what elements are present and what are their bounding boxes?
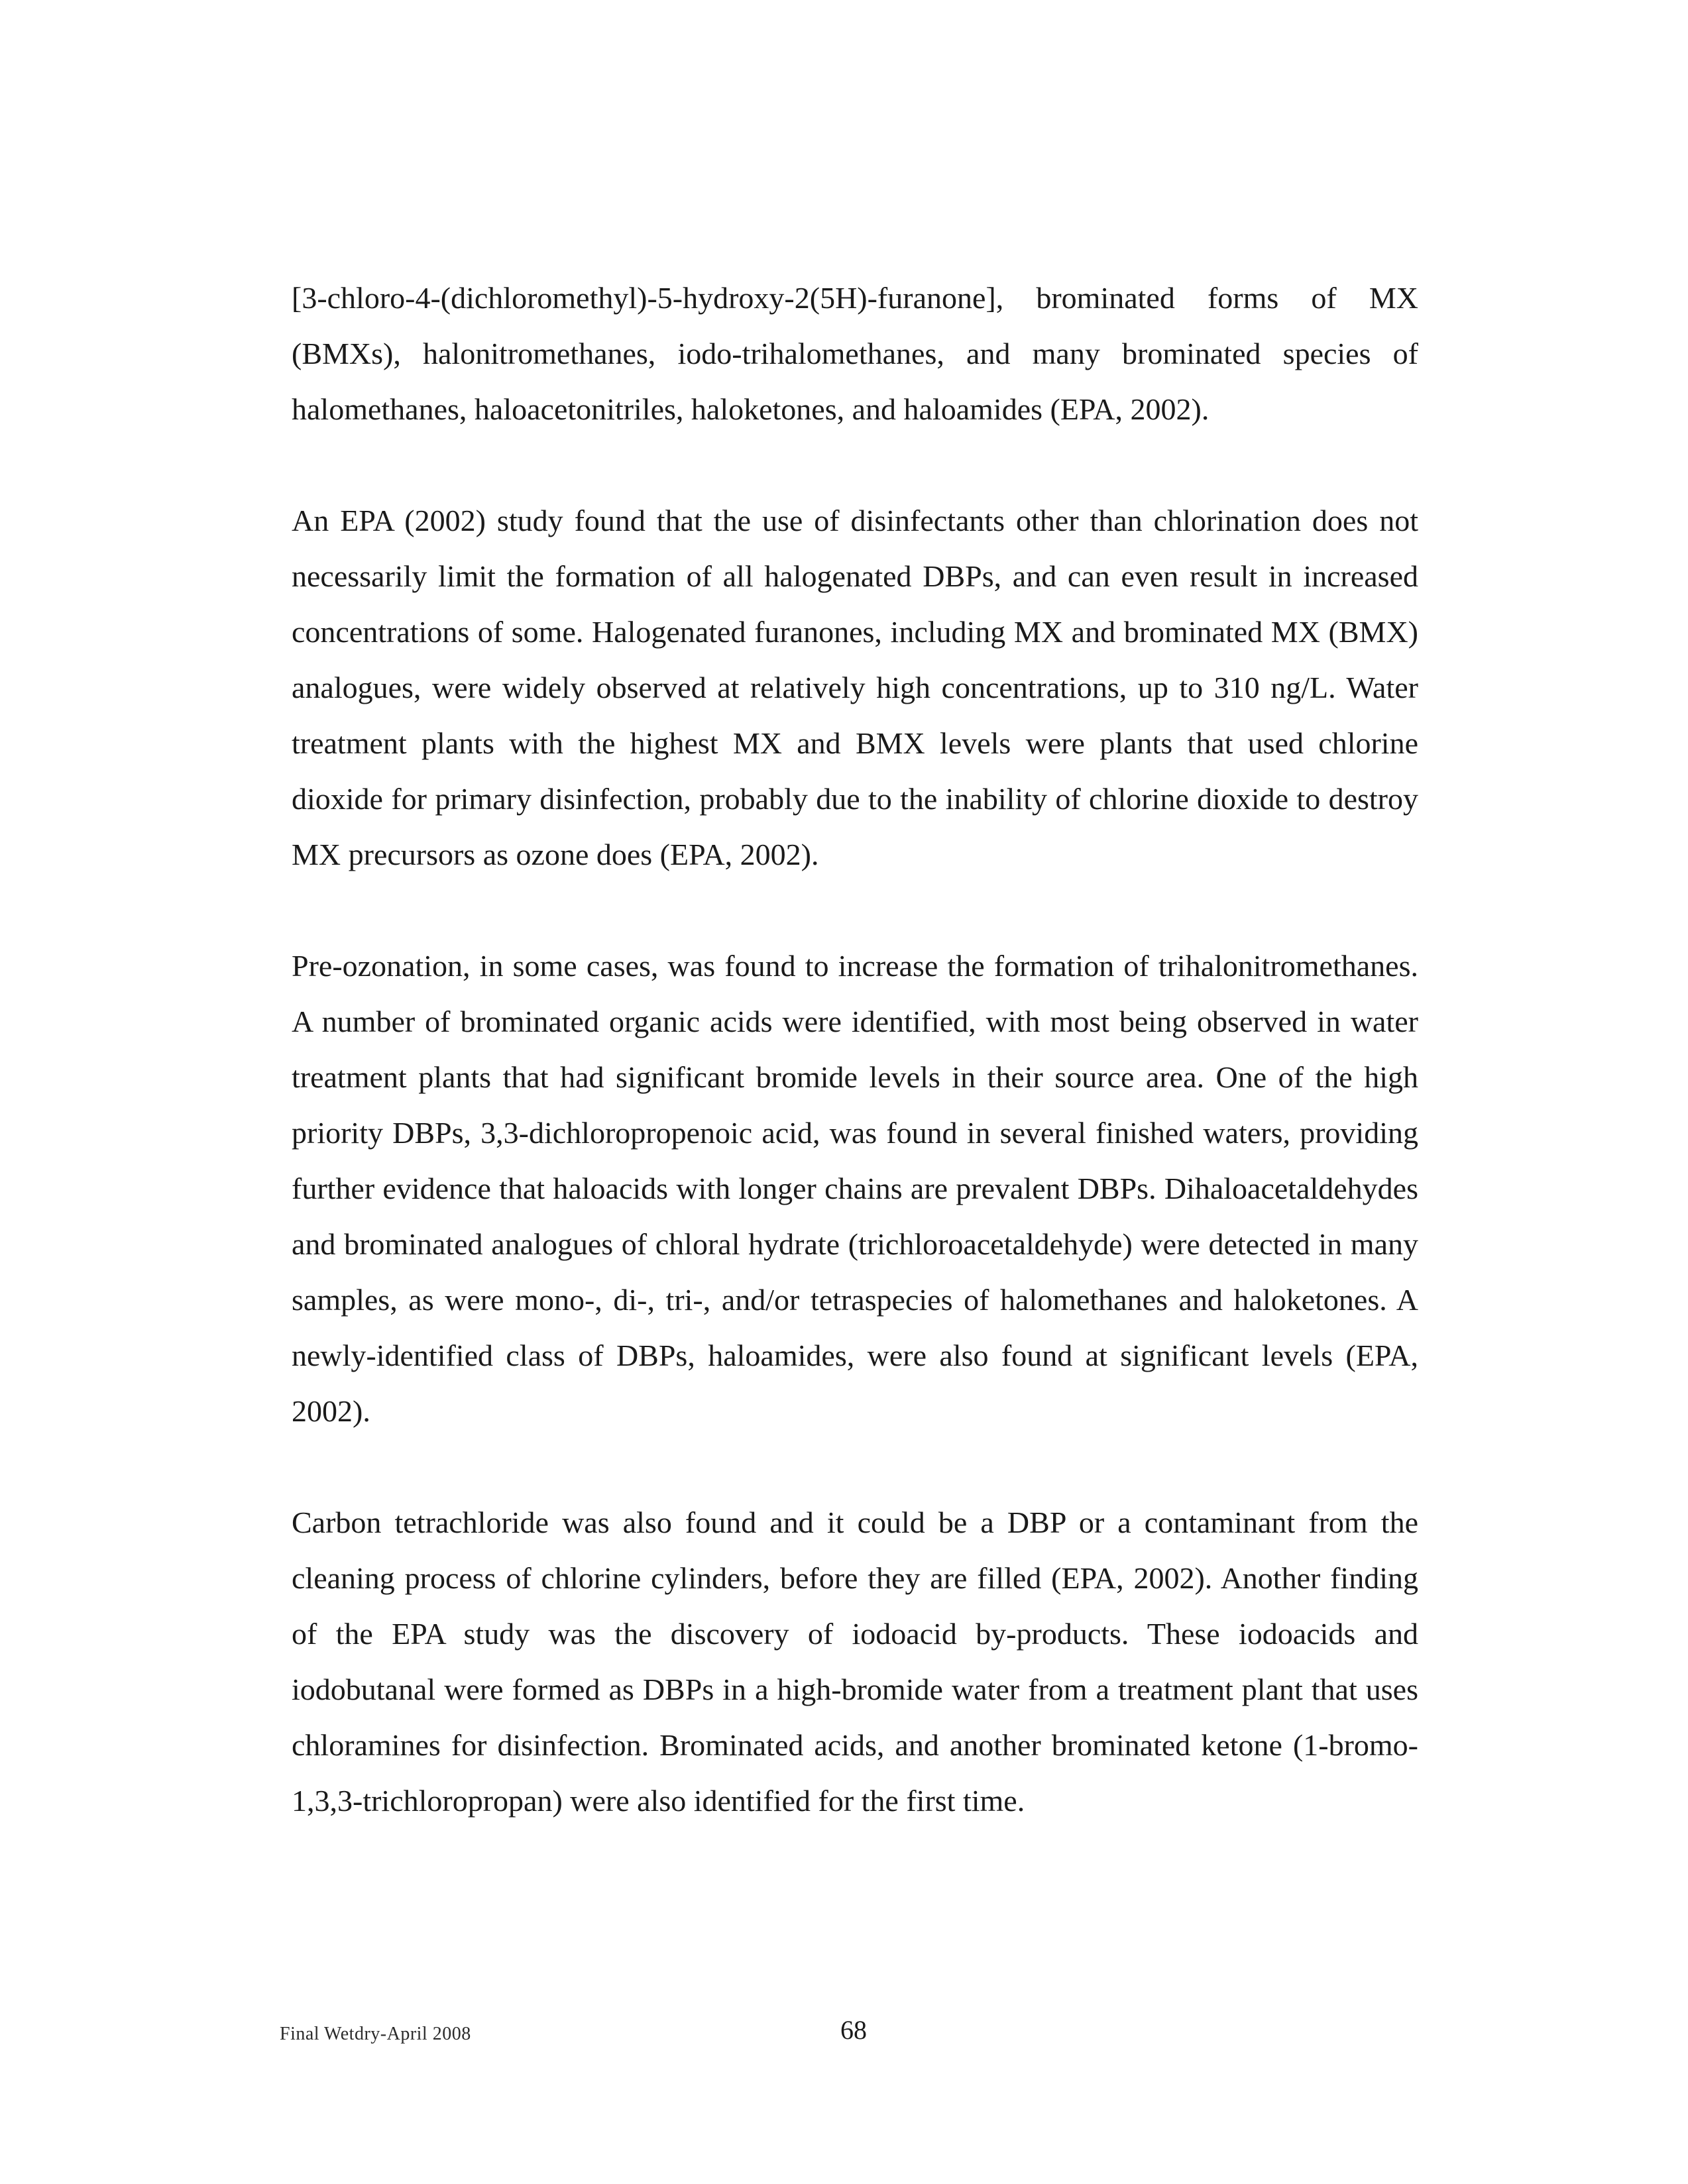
page-number: 68	[840, 2015, 867, 2045]
body-text	[292, 270, 1418, 1829]
paragraph-2: An EPA (2002) study found that the use of disinfectants other than chlorination does not necessarily limit the formation of all halogenated DBPs, and can even result in increased concentrations of some. Halogenated furanones, including MX and brominated MX (BMX) analogues, were widely observed at relatively high concentrations, up to 310 ng/L. Water treatment plants with the highest MX and BMX levels were plants that used chlorine dioxide for primary disinfection, probably due to the inability of chlorine dioxide to destroy MX precursors as ozone does (EPA, 2002).	[292, 504, 1418, 871]
paragraph-1: [3-chloro-4-(dichloromethyl)-5-hydroxy-2(5H)-furanone], brominated forms of MX (BMXs), halonitromethanes, iodo-trihalomethanes, and many brominated species of halomethanes, haloacetonitriles, haloketones, and haloamides (EPA, 2002).	[292, 281, 1418, 426]
paragraph-4: Carbon tetrachloride was also found and it could be a DBP or a contaminant from the cleaning process of chlorine cylinders, before they are filled (EPA, 2002). Another finding of the EPA study was the discovery of iodoacid by-products. These iodoacids and iodobutanal were formed as DBPs in a high-bromide water from a treatment plant that uses chloramines for disinfection. Brominated acids, and another brominated ketone (1-bromo-1,3,3-trichloropropan) were also identified for the first time.	[292, 1505, 1418, 1818]
footer-document-label: Final Wetdry-April 2008	[280, 2024, 471, 2044]
paragraph-3: Pre-ozonation, in some cases, was found to increase the formation of trihalonitromethanes. A number of brominated organic acids were identified, with most being observed in water treatment plants that had significant bromide levels in their source area. One of the high priority DBPs, 3,3-dichloropropenoic acid, was found in several finished waters, providing further evidence that haloacids with longer chains are prevalent DBPs. Dihaloacetaldehydes and brominated analogues of chloral hydrate (trichloroacetaldehyde) were detected in many samples, as were mono-, di-, tri-, and/or tetraspecies of halomethanes and haloketones. A newly-identified class of DBPs, haloamides, were also found at significant levels (EPA, 2002).	[292, 949, 1418, 1428]
